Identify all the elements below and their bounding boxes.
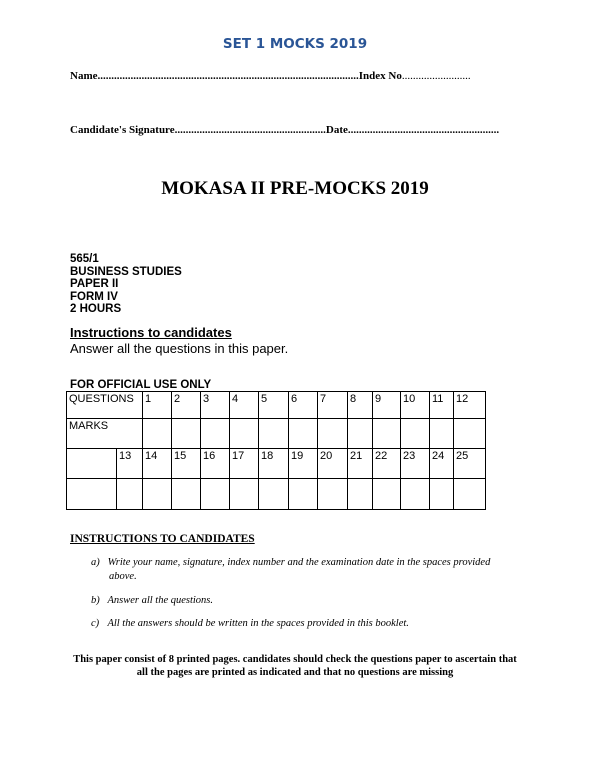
instruction-text: Write your name, signature, index number and the examination date in the spaces provided xyxy=(107,557,491,568)
mark-cell[interactable] xyxy=(318,419,348,449)
signature-date-line xyxy=(70,124,499,136)
instruction-label: b) xyxy=(91,595,100,606)
question-number: 11 xyxy=(430,392,454,419)
mark-cell[interactable] xyxy=(373,479,401,510)
questions-label: QUESTIONS xyxy=(67,392,143,419)
question-number: 10 xyxy=(401,392,430,419)
instruction-item-a xyxy=(91,556,490,584)
mark-cell[interactable] xyxy=(117,479,143,510)
instructions-text: Answer all the questions in this paper. xyxy=(70,341,289,356)
mark-cell[interactable] xyxy=(172,419,201,449)
question-number: 8 xyxy=(348,392,373,419)
exam-code: 565/1 xyxy=(70,253,99,265)
marks-label: MARKS xyxy=(67,419,143,449)
question-number: 14 xyxy=(143,449,172,479)
blank-cell xyxy=(67,449,117,479)
question-number: 21 xyxy=(348,449,373,479)
exam-form: FORM IV xyxy=(70,290,118,303)
instruction-item-b xyxy=(91,594,213,608)
mark-cell[interactable] xyxy=(230,419,259,449)
instruction-label: c) xyxy=(91,618,100,629)
instruction-item-c xyxy=(91,617,409,631)
exam-meta xyxy=(70,253,182,316)
mark-cell[interactable] xyxy=(454,479,486,510)
signature-field[interactable]: ....................................................... xyxy=(174,124,326,136)
mark-cell[interactable] xyxy=(430,419,454,449)
official-use-heading: FOR OFFICIAL USE ONLY xyxy=(70,379,212,391)
mark-cell[interactable] xyxy=(348,419,373,449)
mark-cell[interactable] xyxy=(230,479,259,510)
instruction-label: a) xyxy=(91,557,100,568)
marks-row-2 xyxy=(67,479,486,510)
question-number: 16 xyxy=(201,449,230,479)
instruction-text: Answer all the questions. xyxy=(107,595,214,606)
mark-cell[interactable] xyxy=(259,419,289,449)
question-number: 2 xyxy=(172,392,201,419)
question-number: 9 xyxy=(373,392,401,419)
question-number: 7 xyxy=(318,392,348,419)
instruction-text-continued: above. xyxy=(109,571,137,582)
mark-cell[interactable] xyxy=(143,479,172,510)
mark-cell[interactable] xyxy=(259,479,289,510)
marks-row-1 xyxy=(67,419,486,449)
question-number: 19 xyxy=(289,449,318,479)
blank-cell xyxy=(67,479,117,510)
exam-paper: PAPER II xyxy=(70,278,119,291)
name-label: Name xyxy=(70,70,98,82)
question-number: 13 xyxy=(117,449,143,479)
mark-cell[interactable] xyxy=(430,479,454,510)
questions-row-1 xyxy=(67,392,486,419)
question-number: 3 xyxy=(201,392,230,419)
question-number: 6 xyxy=(289,392,318,419)
footer-line-1: This paper consist of 8 printed pages. candidates should check the questions paper to ascertain that xyxy=(73,654,517,665)
mark-cell[interactable] xyxy=(172,479,201,510)
name-field[interactable]: ............................................................................................... xyxy=(97,70,359,82)
instruction-text: All the answers should be written in the spaces provided in this booklet. xyxy=(107,618,409,629)
signature-label: Candidate's Signature xyxy=(70,124,175,136)
question-number: 25 xyxy=(454,449,486,479)
index-field[interactable]: ......................... xyxy=(401,70,471,82)
question-number: 20 xyxy=(318,449,348,479)
mark-cell[interactable] xyxy=(201,419,230,449)
mark-cell[interactable] xyxy=(401,479,430,510)
question-number: 23 xyxy=(401,449,430,479)
date-label: Date xyxy=(325,124,348,136)
mark-cell[interactable] xyxy=(201,479,230,510)
date-field[interactable]: ....................................................... xyxy=(347,124,500,136)
question-number: 17 xyxy=(230,449,259,479)
footer-notice xyxy=(0,653,590,679)
index-label: Index No xyxy=(358,70,402,82)
mark-cell[interactable] xyxy=(373,419,401,449)
mark-cell[interactable] xyxy=(143,419,172,449)
questions-row-2 xyxy=(67,449,486,479)
candidate-instructions-heading: INSTRUCTIONS TO CANDIDATES xyxy=(70,533,255,545)
mark-cell[interactable] xyxy=(289,419,318,449)
question-number: 5 xyxy=(259,392,289,419)
question-number: 1 xyxy=(143,392,172,419)
mark-cell[interactable] xyxy=(289,479,318,510)
exam-duration: 2 HOURS xyxy=(70,303,122,316)
name-index-line xyxy=(70,70,471,82)
mark-cell[interactable] xyxy=(401,419,430,449)
question-number: 24 xyxy=(430,449,454,479)
exam-subject: BUSINESS STUDIES xyxy=(70,265,182,278)
footer-line-2: all the pages are printed as indicated and that no questions are missing xyxy=(136,667,454,678)
question-number: 4 xyxy=(230,392,259,419)
exam-title: MOKASA II PRE-MOCKS 2019 xyxy=(161,178,429,199)
instructions-heading: Instructions to candidates xyxy=(70,325,232,340)
set-title: SET 1 MOCKS 2019 xyxy=(222,36,368,52)
mark-cell[interactable] xyxy=(454,419,486,449)
question-number: 22 xyxy=(373,449,401,479)
question-number: 18 xyxy=(259,449,289,479)
question-number: 12 xyxy=(454,392,486,419)
mark-cell[interactable] xyxy=(348,479,373,510)
mark-cell[interactable] xyxy=(318,479,348,510)
question-number: 15 xyxy=(172,449,201,479)
marks-table xyxy=(66,391,486,510)
